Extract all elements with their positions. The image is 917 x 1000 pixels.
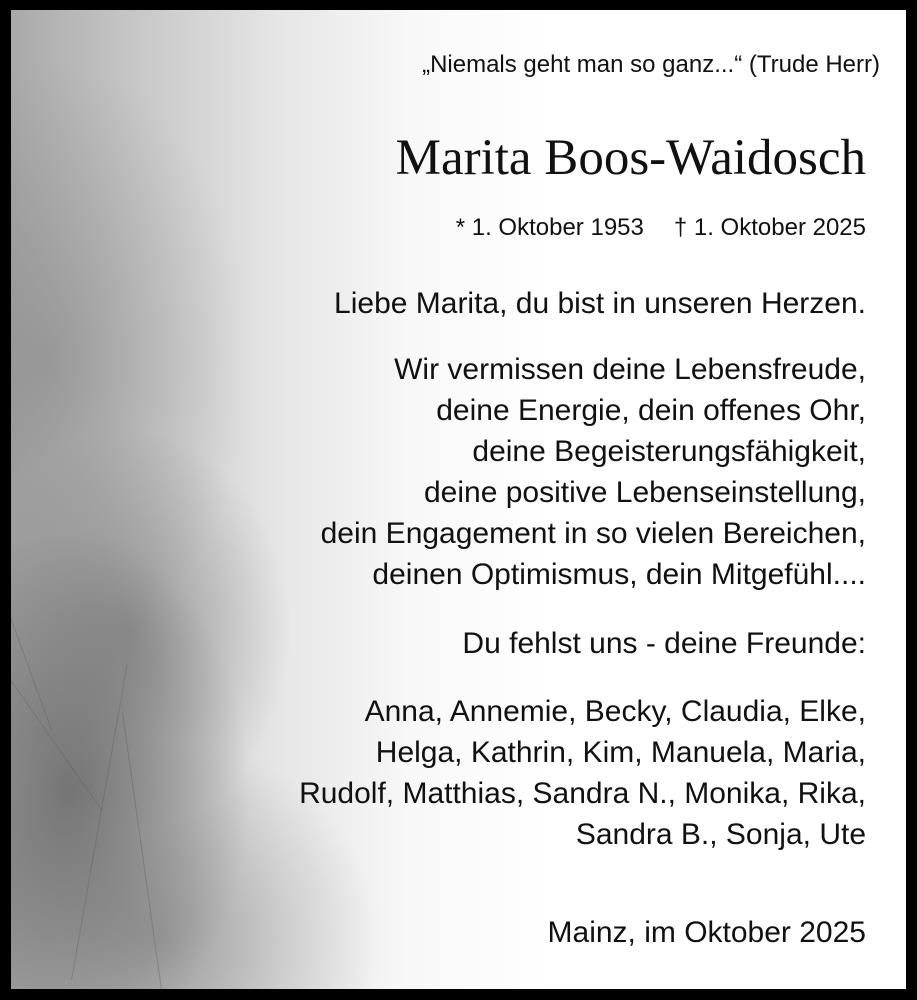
tribute-line: Wir vermissen deine Lebensfreude, bbox=[394, 353, 866, 386]
tribute-line: deine positive Lebenseinstellung, bbox=[424, 476, 866, 509]
tribute-line: deine Energie, dein offenes Ohr, bbox=[436, 394, 866, 427]
place-date: Mainz, im Oktober 2025 bbox=[547, 916, 866, 949]
friends-intro: Du fehlst uns - deine Freunde: bbox=[462, 627, 866, 660]
birth-date: * 1. Oktober 1953 bbox=[455, 214, 644, 241]
obituary-card bbox=[11, 10, 906, 989]
quote: „Niemals geht man so ganz...“ (Trude Herr) bbox=[422, 51, 880, 78]
tribute-line: deinen Optimismus, dein Mitgefühl.... bbox=[372, 558, 866, 591]
deceased-name: Marita Boos-Waidosch bbox=[395, 130, 866, 186]
life-dates bbox=[456, 213, 866, 243]
friends-line: Sandra B., Sonja, Ute bbox=[575, 818, 866, 851]
friends-line: Anna, Annemie, Becky, Claudia, Elke, bbox=[364, 695, 866, 728]
friends-line: Rudolf, Matthias, Sandra N., Monika, Rika, bbox=[299, 777, 866, 810]
death-date: † 1. Oktober 2025 bbox=[673, 214, 866, 241]
tribute-line: dein Engagement in so vielen Bereichen, bbox=[320, 517, 866, 550]
greeting: Liebe Marita, du bist in unseren Herzen. bbox=[334, 287, 866, 320]
tribute-line: deine Begeisterungsfähigkeit, bbox=[472, 435, 866, 468]
friends-line: Helga, Kathrin, Kim, Manuela, Maria, bbox=[375, 736, 866, 769]
